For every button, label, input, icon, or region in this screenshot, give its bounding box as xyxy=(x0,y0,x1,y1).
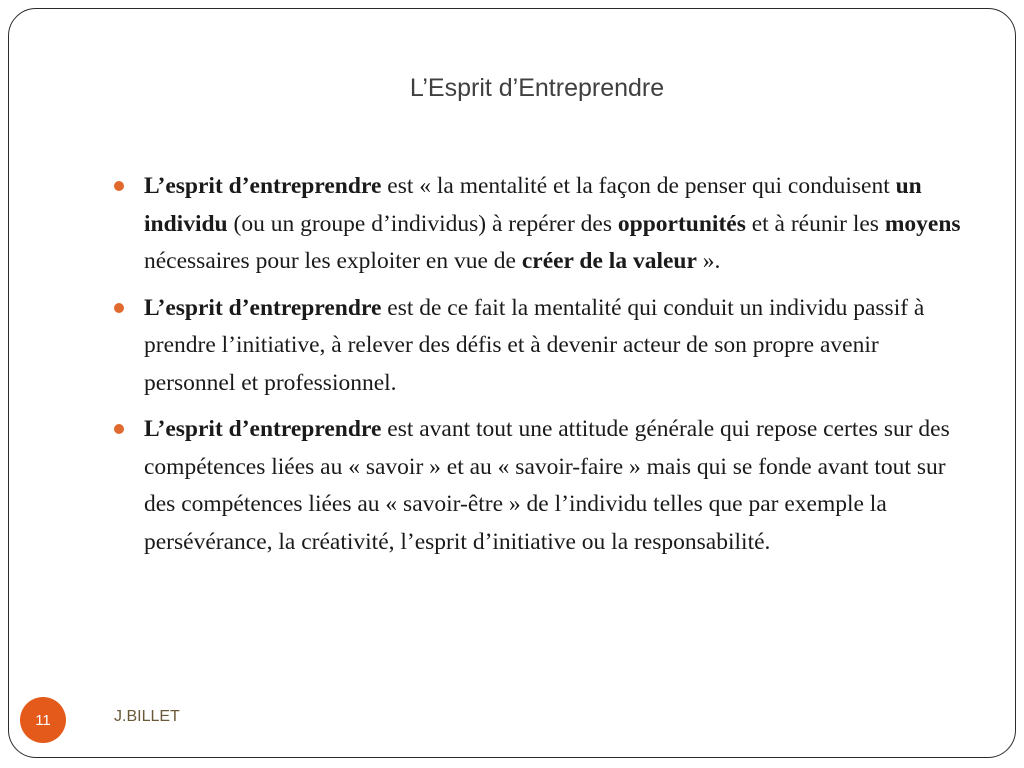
footer-author: J.BILLET xyxy=(114,708,180,725)
segment: (ou un groupe d’individus) à repérer des xyxy=(227,210,618,237)
segment: L’esprit d’entreprendre xyxy=(144,294,382,321)
segment: opportunités xyxy=(617,210,746,237)
segment: est « la mentalité et la façon de penser qui conduisent xyxy=(381,173,896,199)
segment: L’esprit d’entreprendre xyxy=(144,416,382,442)
segment: L’esprit d’entreprendre xyxy=(144,173,382,199)
segment: ». xyxy=(696,248,721,274)
bullet-dot-icon xyxy=(114,303,124,313)
page-number: 11 xyxy=(35,711,51,729)
bullet-dot-icon xyxy=(114,424,124,434)
bullet-item xyxy=(110,411,966,561)
segment: est avant tout une attitude générale qui repose certes sur des compétences liées au « savoir » et au « savoir-faire » mais qui se fonde avant tout sur des compétences liées au « savoir-être » de l’individu telles que par exemple la persévérance, la créativité, l’esprit d’initiative ou la responsabilité. xyxy=(144,416,950,555)
page-number-badge xyxy=(20,697,66,743)
segment: et à réunir les xyxy=(745,210,885,237)
segment: nécessaires pour les exploiter en vue de xyxy=(144,248,522,274)
segment: moyens xyxy=(884,210,961,237)
segment: est de ce fait la mentalité qui conduit un individu passif à prendre l’initiative, à relever des défis et à devenir acteur de son propre avenir personnel et professionnel. xyxy=(144,294,925,396)
segment: créer de la valeur xyxy=(521,248,697,274)
segment: un individu xyxy=(144,173,922,237)
slide-title: L’Esprit d’Entreprendre xyxy=(409,74,665,102)
bullet-dot-icon xyxy=(114,181,124,191)
bullet-item xyxy=(110,290,966,403)
bullet-list xyxy=(110,168,966,570)
bullet-item xyxy=(110,168,966,281)
